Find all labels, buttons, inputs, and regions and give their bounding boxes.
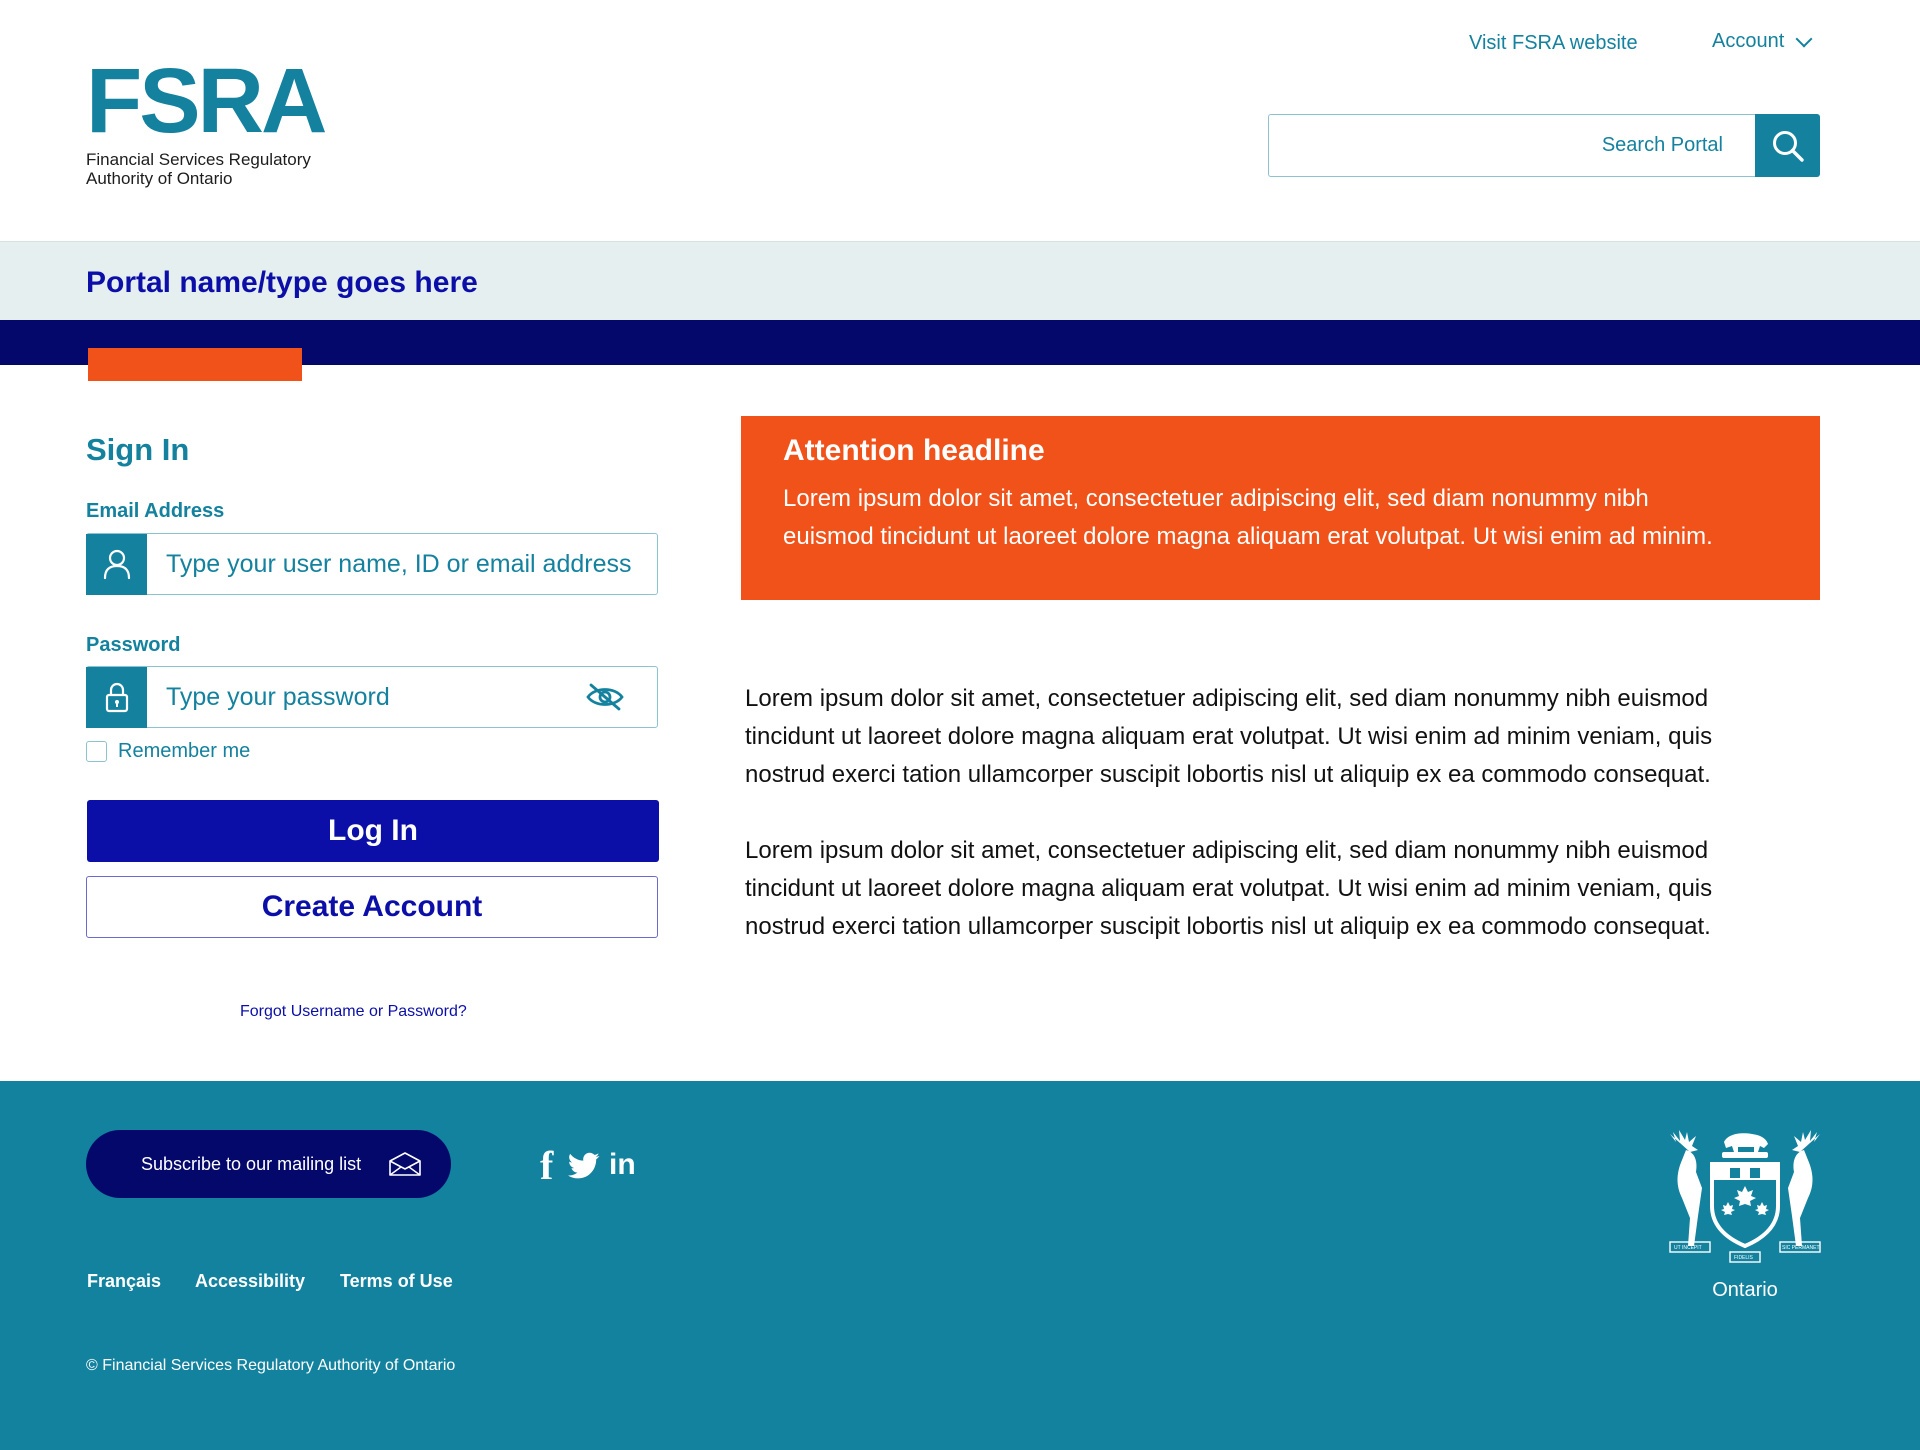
paragraph-line: Lorem ipsum dolor sit amet, consectetuer adipiscing elit, sed diam nonummy nibh euismod <box>745 685 1709 712</box>
search-button[interactable] <box>1755 114 1820 177</box>
content-paragraph-1 <box>745 680 1815 794</box>
sign-in-title: Sign In <box>86 432 190 467</box>
envelope-icon <box>387 1150 423 1178</box>
attention-line: Lorem ipsum dolor sit amet, consectetuer adipiscing elit, sed diam nonummy nibh <box>783 485 1649 512</box>
subscribe-mailing-list-button[interactable] <box>86 1130 451 1198</box>
logo-wordmark: FSRA <box>86 50 325 152</box>
motto-center: FIDELIS <box>1734 1255 1753 1261</box>
remember-me[interactable] <box>86 740 250 763</box>
portal-name: Portal name/type goes here <box>86 266 478 299</box>
ontario-logo[interactable] <box>1665 1128 1825 1302</box>
subscribe-label: Subscribe to our mailing list <box>141 1153 362 1174</box>
fsra-logo[interactable] <box>86 50 356 188</box>
lock-icon-box <box>86 667 147 728</box>
portal-search <box>1268 114 1820 177</box>
user-icon <box>102 548 132 580</box>
attention-box <box>741 416 1820 600</box>
attention-headline: Attention headline <box>783 434 1045 467</box>
search-input[interactable] <box>1268 114 1755 177</box>
logo-subtitle-line1: Financial Services Regulatory <box>86 150 311 169</box>
remember-me-label: Remember me <box>118 740 251 762</box>
remember-me-checkbox[interactable] <box>86 741 107 762</box>
search-icon <box>1770 128 1806 164</box>
attention-line: euismod tincidunt ut laoreet dolore magna aliquam erat volutpat. Ut wisi enim ad minim. <box>783 523 1713 550</box>
email-input[interactable] <box>147 535 657 593</box>
paragraph-line: nostrud exerci tation ullamcorper suscipit lobortis nisl ut aliquip ex ea commodo consequat. <box>745 761 1711 788</box>
chevron-down-icon <box>1796 30 1813 47</box>
logo-subtitle-line2: Authority of Ontario <box>86 169 233 188</box>
francais-link[interactable]: Français <box>87 1271 162 1291</box>
logo-subtitle <box>86 150 356 188</box>
password-input[interactable] <box>147 668 585 726</box>
paragraph-line: Lorem ipsum dolor sit amet, consectetuer adipiscing elit, sed diam nonummy nibh euismod <box>745 837 1709 864</box>
copyright: © Financial Services Regulatory Authority of Ontario <box>86 1357 456 1374</box>
paragraph-line: tincidunt ut laoreet dolore magna aliquam erat volutpat. Ut wisi enim ad minim veniam, quis <box>745 875 1713 902</box>
ontario-label: Ontario <box>1712 1279 1778 1301</box>
account-menu[interactable] <box>1712 30 1810 53</box>
twitter-link[interactable] <box>568 1152 600 1185</box>
orange-accent-tab <box>88 348 302 381</box>
lock-icon <box>103 680 131 714</box>
create-account-button[interactable]: Create Account <box>86 876 658 938</box>
show-password-toggle[interactable] <box>585 682 625 712</box>
log-in-button[interactable]: Log In <box>87 800 659 862</box>
motto-left: UT INCEPIT <box>1674 1245 1702 1251</box>
eye-off-icon <box>585 682 625 712</box>
forgot-credentials-link[interactable]: Forgot Username or Password? <box>240 1003 467 1020</box>
email-label: Email Address <box>86 500 225 522</box>
paragraph-line: tincidunt ut laoreet dolore magna aliquam erat volutpat. Ut wisi enim ad minim veniam, quis <box>745 723 1713 750</box>
accessibility-link[interactable]: Accessibility <box>195 1271 306 1291</box>
ontario-coat-of-arms-icon <box>1668 1128 1822 1268</box>
visit-fsra-website-link[interactable]: Visit FSRA website <box>1469 32 1638 54</box>
motto-right: SIC PERMANET <box>1782 1245 1820 1251</box>
paragraph-line: nostrud exerci tation ullamcorper suscipit lobortis nisl ut aliquip ex ea commodo consequat. <box>745 913 1711 940</box>
content-paragraph-2 <box>745 832 1815 946</box>
twitter-icon <box>568 1152 600 1180</box>
password-field <box>86 666 658 728</box>
attention-text <box>783 480 1778 556</box>
password-label: Password <box>86 634 181 656</box>
facebook-icon[interactable]: f <box>540 1143 554 1188</box>
terms-of-use-link[interactable]: Terms of Use <box>340 1271 453 1291</box>
account-label: Account <box>1712 30 1785 52</box>
user-icon-box <box>86 534 147 595</box>
email-field <box>86 533 658 595</box>
linkedin-icon[interactable]: in <box>609 1148 636 1181</box>
